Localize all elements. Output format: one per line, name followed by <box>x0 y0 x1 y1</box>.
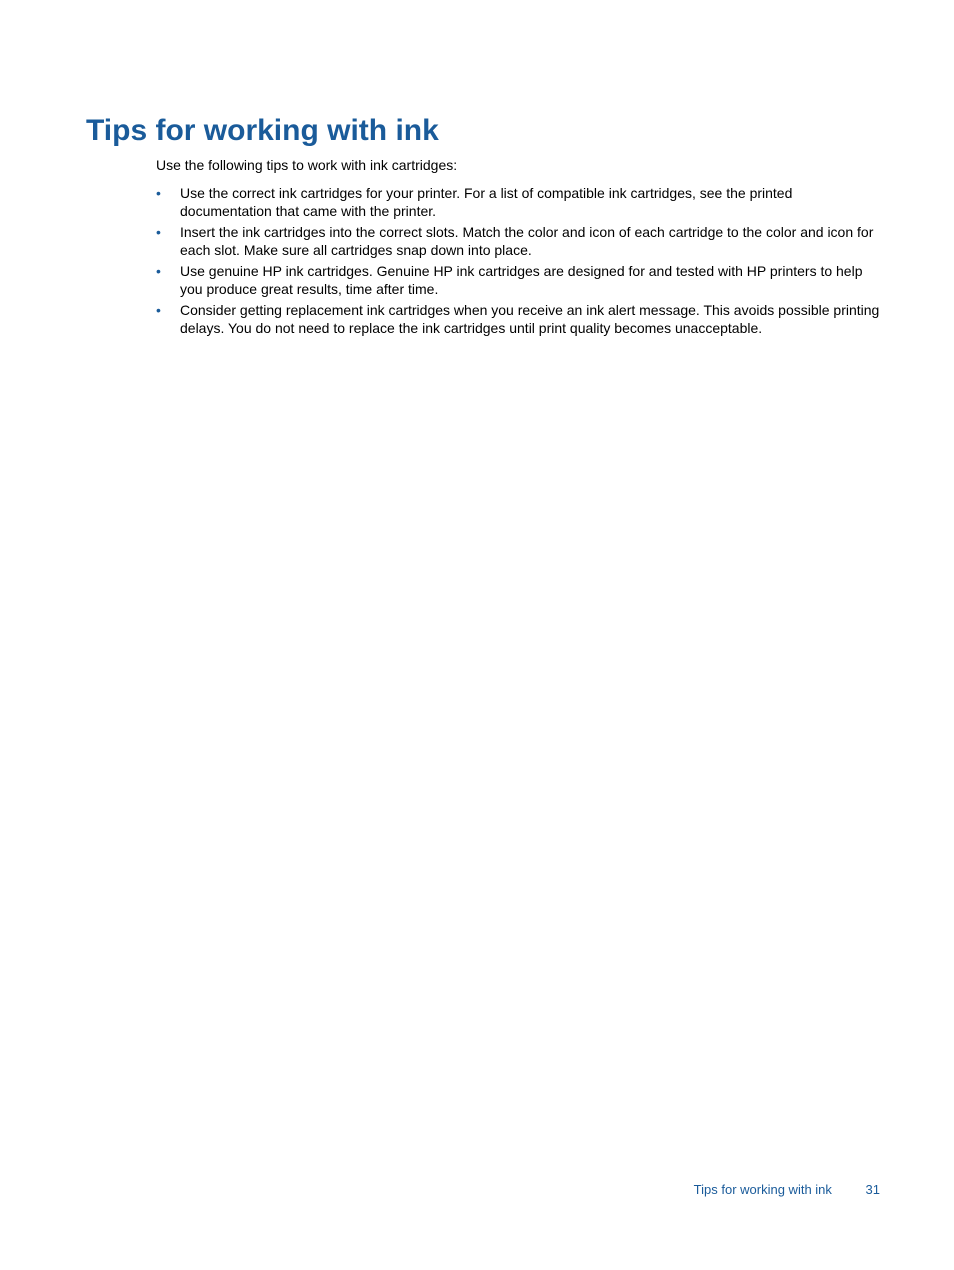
list-item <box>156 262 888 298</box>
list-item <box>156 184 888 220</box>
bullet-icon: • <box>156 263 161 279</box>
intro-paragraph: Use the following tips to work with ink cartridges: <box>156 157 458 173</box>
list-item-text: Insert the ink cartridges into the correct slots. Match the color and icon of each cartridge to the color and icon for each slot. Make sure all cartridges snap down into place. <box>180 224 874 258</box>
bullet-icon: • <box>156 185 161 201</box>
list-item-text: Use the correct ink cartridges for your printer. For a list of compatible ink cartridges, see the printed documentation that came with the printer. <box>180 185 793 219</box>
page-footer <box>694 1181 880 1198</box>
list-item <box>156 301 888 337</box>
list-item-text: Use genuine HP ink cartridges. Genuine HP ink cartridges are designed for and tested with HP printers to help you produce great results, time after time. <box>180 263 863 297</box>
list-item <box>156 223 888 259</box>
footer-section-title: Tips for working with ink <box>693 1182 832 1197</box>
tips-list <box>156 184 888 340</box>
page-title: Tips for working with ink <box>86 114 439 147</box>
list-item-text: Consider getting replacement ink cartridges when you receive an ink alert message. This avoids possible printing delays. You do not need to replace the ink cartridges until print quality becomes unacceptable. <box>180 302 880 336</box>
bullet-icon: • <box>156 224 161 240</box>
bullet-icon: • <box>156 302 161 318</box>
page-number: 31 <box>865 1182 880 1197</box>
